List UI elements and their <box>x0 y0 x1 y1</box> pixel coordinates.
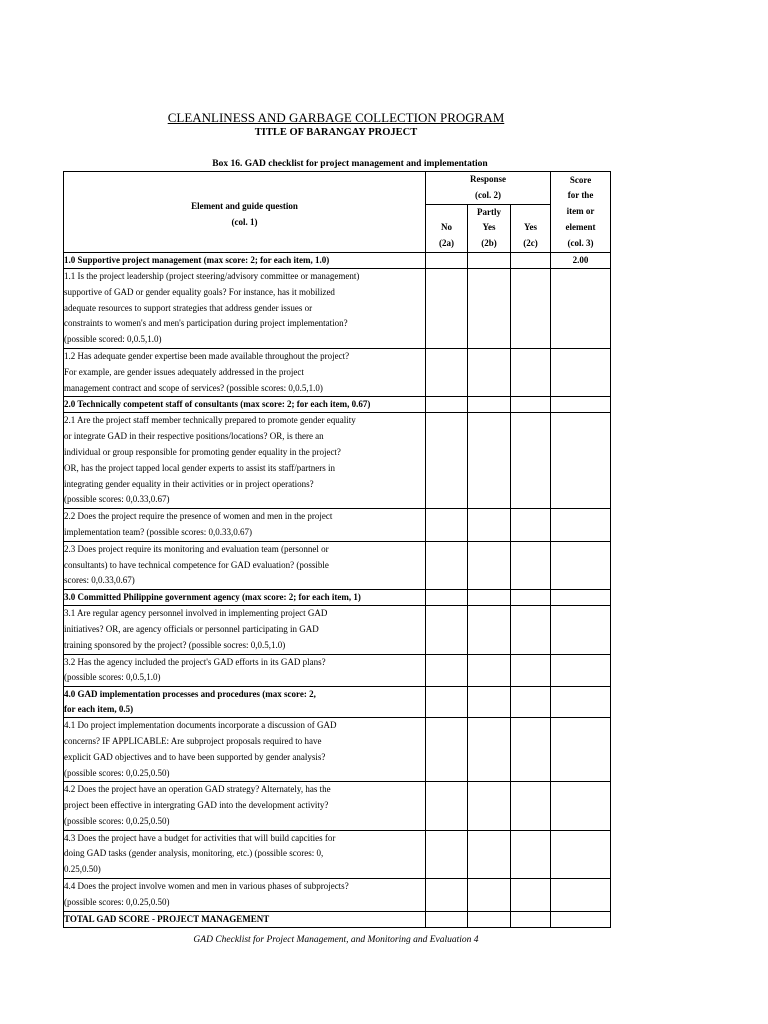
header-response: Response (col. 2) <box>426 172 551 205</box>
project-title-label: TITLE OF BARANGAY PROJECT <box>254 127 418 138</box>
guide-question: 4.1 Do project implementation documents incorporate a discussion of GAD concerns? IF APPLICABLE: Are subproject proposals required to have explicit GAD objectives and to have been supported by gender analysis? (possible scores: 0,0.25,0.50) <box>64 718 426 782</box>
response-no-cell[interactable] <box>426 590 468 606</box>
response-yes-cell[interactable] <box>511 718 551 782</box>
section-row <box>64 687 611 718</box>
question-row <box>64 509 611 542</box>
response-yes-cell[interactable] <box>511 879 551 912</box>
guide-question: 2.3 Does project require its monitoring and evaluation team (personnel or consultants) to have technical competence for GAD evaluation? (possible scores: 0,0.33,0.67) <box>64 541 426 589</box>
score-cell[interactable] <box>551 348 611 396</box>
response-yes-cell[interactable] <box>511 252 551 268</box>
section-title: 3.0 Committed Philippine government agency (max score: 2; for each item, 1) <box>64 590 426 606</box>
response-no-cell[interactable] <box>426 911 468 927</box>
response-no-cell[interactable] <box>426 718 468 782</box>
header-no: No (2a) <box>426 204 468 252</box>
response-no-cell[interactable] <box>426 252 468 268</box>
header-partly-yes: Partly Yes (2b) <box>468 204 511 252</box>
score-cell[interactable] <box>551 509 611 542</box>
response-no-cell[interactable] <box>426 782 468 830</box>
guide-question: 4.3 Does the project have a budget for activities that will build capcities for doing GAD tasks (gender analysis, monitoring, etc.) (possible scores: 0, 0.25,0.50) <box>64 830 426 878</box>
response-partly-yes-cell[interactable] <box>468 252 511 268</box>
score-cell[interactable] <box>551 654 611 687</box>
response-yes-cell[interactable] <box>511 397 551 413</box>
section-title: 1.0 Supportive project management (max score: 2; for each item, 1.0) <box>64 252 426 268</box>
guide-question: 3.2 Has the agency included the project's GAD efforts in its GAD plans? (possible scores: 0,0.5,1.0) <box>64 654 426 687</box>
question-row <box>64 654 611 687</box>
score-cell[interactable] <box>551 606 611 654</box>
response-yes-cell[interactable] <box>511 541 551 589</box>
guide-question: 2.1 Are the project staff member technically prepared to promote gender equality or integrate GAD in their respective positions/locations? OR, is there an individual or group responsible for promoting gender equality in the project? OR, has the project tapped local gender experts to assist its staff/partners in integrating gender equality in their activities or in project operations? (possible scores: 0,0.33,0.67) <box>64 413 426 509</box>
box-title: Box 16. GAD checklist for project management and implementation <box>212 159 488 169</box>
response-yes-cell[interactable] <box>511 687 551 718</box>
score-cell[interactable] <box>551 413 611 509</box>
response-partly-yes-cell[interactable] <box>468 590 511 606</box>
score-cell[interactable] <box>551 911 611 927</box>
question-row <box>64 879 611 912</box>
response-partly-yes-cell[interactable] <box>468 541 511 589</box>
section-title: 2.0 Technically competent staff of consultants (max score: 2; for each item, 0.67) <box>64 397 426 413</box>
response-partly-yes-cell[interactable] <box>468 606 511 654</box>
response-yes-cell[interactable] <box>511 268 551 348</box>
section-title: 4.0 GAD implementation processes and procedures (max score: 2, for each item, 0.5) <box>64 687 426 718</box>
score-cell[interactable] <box>551 590 611 606</box>
header-yes: Yes (2c) <box>511 204 551 252</box>
guide-question: 1.2 Has adequate gender expertise been made available throughout the project? For example, are gender issues adequately addressed in the project management contract and scope of services? (possible scores: 0,0.5,1.0) <box>64 348 426 396</box>
response-no-cell[interactable] <box>426 268 468 348</box>
response-yes-cell[interactable] <box>511 782 551 830</box>
question-row <box>64 268 611 348</box>
question-row <box>64 606 611 654</box>
question-row <box>64 541 611 589</box>
response-partly-yes-cell[interactable] <box>468 509 511 542</box>
response-partly-yes-cell[interactable] <box>468 348 511 396</box>
response-yes-cell[interactable] <box>511 348 551 396</box>
response-no-cell[interactable] <box>426 413 468 509</box>
response-no-cell[interactable] <box>426 830 468 878</box>
response-yes-cell[interactable] <box>511 590 551 606</box>
score-cell[interactable] <box>551 879 611 912</box>
guide-question: 4.2 Does the project have an operation GAD strategy? Alternately, has the project been effective in intergrating GAD into the development activity? (possible scores: 0,0.25,0.50) <box>64 782 426 830</box>
response-partly-yes-cell[interactable] <box>468 879 511 912</box>
response-no-cell[interactable] <box>426 509 468 542</box>
section-row <box>64 590 611 606</box>
response-no-cell[interactable] <box>426 879 468 912</box>
response-no-cell[interactable] <box>426 397 468 413</box>
guide-question: 3.1 Are regular agency personnel involved in implementing project GAD initiatives? OR, are agency officials or personnel participating in GAD training sponsored by the project? (possible socres: 0,0.5,1.0) <box>64 606 426 654</box>
checklist-body <box>64 172 611 928</box>
header-score: Score for the item or element (col. 3) <box>551 172 611 253</box>
question-row <box>64 413 611 509</box>
page-footer: GAD Checklist for Project Management, and Monitoring and Evaluation 4 <box>193 935 479 945</box>
response-partly-yes-cell[interactable] <box>468 830 511 878</box>
response-partly-yes-cell[interactable] <box>468 654 511 687</box>
response-yes-cell[interactable] <box>511 606 551 654</box>
response-no-cell[interactable] <box>426 348 468 396</box>
response-partly-yes-cell[interactable] <box>468 687 511 718</box>
guide-question: 1.1 Is the project leadership (project steering/advisory committee or management) supportive of GAD or gender equality goals? For instance, has it mobilized adequate resources to support strategies that address gender issues or constraints to women's and men's participation during project implementation? (possible scored: 0,0.5,1.0) <box>64 268 426 348</box>
guide-question: 2.2 Does the project require the presence of women and men in the project implementation team? (possible scores: 0,0.33,0.67) <box>64 509 426 542</box>
header-row-1 <box>64 172 611 205</box>
response-no-cell[interactable] <box>426 654 468 687</box>
response-yes-cell[interactable] <box>511 830 551 878</box>
question-row <box>64 348 611 396</box>
section-row <box>64 397 611 413</box>
question-row <box>64 782 611 830</box>
document-title: CLEANLINESS AND GARBAGE COLLECTION PROGRAM <box>167 110 505 125</box>
gad-checklist-table <box>63 171 611 928</box>
response-yes-cell[interactable] <box>511 911 551 927</box>
section-row <box>64 252 611 268</box>
score-cell[interactable] <box>551 687 611 718</box>
response-partly-yes-cell[interactable] <box>468 268 511 348</box>
response-no-cell[interactable] <box>426 541 468 589</box>
score-cell[interactable] <box>551 268 611 348</box>
response-partly-yes-cell[interactable] <box>468 413 511 509</box>
score-cell[interactable] <box>551 541 611 589</box>
response-partly-yes-cell[interactable] <box>468 911 511 927</box>
section-title: TOTAL GAD SCORE - PROJECT MANAGEMENT <box>64 911 426 927</box>
response-partly-yes-cell[interactable] <box>468 397 511 413</box>
question-row <box>64 830 611 878</box>
guide-question: 4.4 Does the project involve women and men in various phases of subprojects? (possible scores: 0,0.25,0.50) <box>64 879 426 912</box>
response-partly-yes-cell[interactable] <box>468 718 511 782</box>
response-partly-yes-cell[interactable] <box>468 782 511 830</box>
score-cell[interactable] <box>551 397 611 413</box>
score-cell[interactable]: 2.00 <box>551 252 611 268</box>
score-cell[interactable] <box>551 782 611 830</box>
response-yes-cell[interactable] <box>511 654 551 687</box>
section-row <box>64 911 611 927</box>
response-yes-cell[interactable] <box>511 413 551 509</box>
response-no-cell[interactable] <box>426 606 468 654</box>
score-cell[interactable] <box>551 830 611 878</box>
score-cell[interactable] <box>551 718 611 782</box>
question-row <box>64 718 611 782</box>
header-element-question: Element and guide question (col. 1) <box>64 172 426 253</box>
response-yes-cell[interactable] <box>511 509 551 542</box>
response-no-cell[interactable] <box>426 687 468 718</box>
